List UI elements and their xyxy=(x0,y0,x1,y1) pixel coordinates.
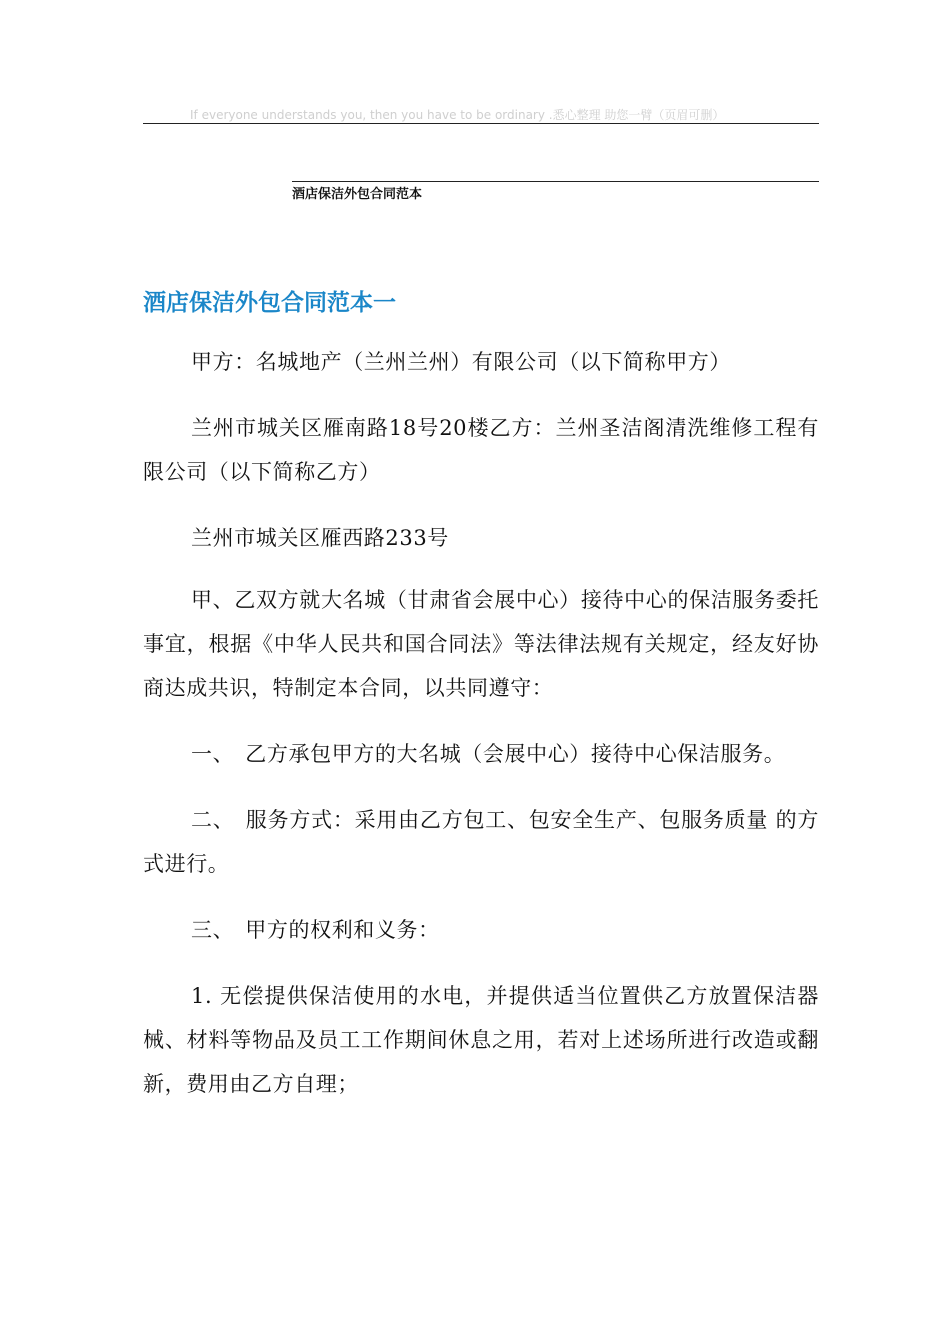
paragraph-party-a: 甲方：名城地产（兰州兰州）有限公司（以下简称甲方） xyxy=(191,350,731,374)
paragraph-address-b: 兰州市城关区雁西路233号 xyxy=(191,526,449,550)
header-divider xyxy=(143,123,819,124)
item-1: 1. 无偿提供保洁使用的水电，并提供适当位置供乙方放置保洁器械、材料等物品及员工工作期间休息之用，若对上述场所进行改造或翻新，费用由乙方自理； xyxy=(143,984,819,1096)
subtitle-divider xyxy=(292,181,819,182)
clause-2: 二、 服务方式：采用由乙方包工、包安全生产、包服务质量 的方式进行。 xyxy=(143,808,819,876)
document-body xyxy=(143,340,819,1128)
section-heading: 酒店保洁外包合同范本一 xyxy=(143,290,396,316)
document-subtitle: 酒店保洁外包合同范本 xyxy=(292,187,423,202)
page-header-watermark: If everyone understands you, then you have to be ordinary .悉心整理 助您一臂（页眉可删） xyxy=(190,108,725,122)
clause-3: 三、 甲方的权利和义务： xyxy=(191,918,440,942)
paragraph-preamble: 甲、乙双方就大名城（甘肃省会展中心）接待中心的保洁服务委托事宜，根据《中华人民共和国合同法》等法律法规有关规定，经友好协商达成共识，特制定本合同，以共同遵守： xyxy=(143,588,819,700)
clause-1: 一、 乙方承包甲方的大名城（会展中心）接待中心保洁服务。 xyxy=(191,742,786,766)
paragraph-address-a-party-b: 兰州市城关区雁南路18号20楼乙方：兰州圣洁阁清洗维修工程有限公司（以下简称乙方） xyxy=(143,416,819,484)
